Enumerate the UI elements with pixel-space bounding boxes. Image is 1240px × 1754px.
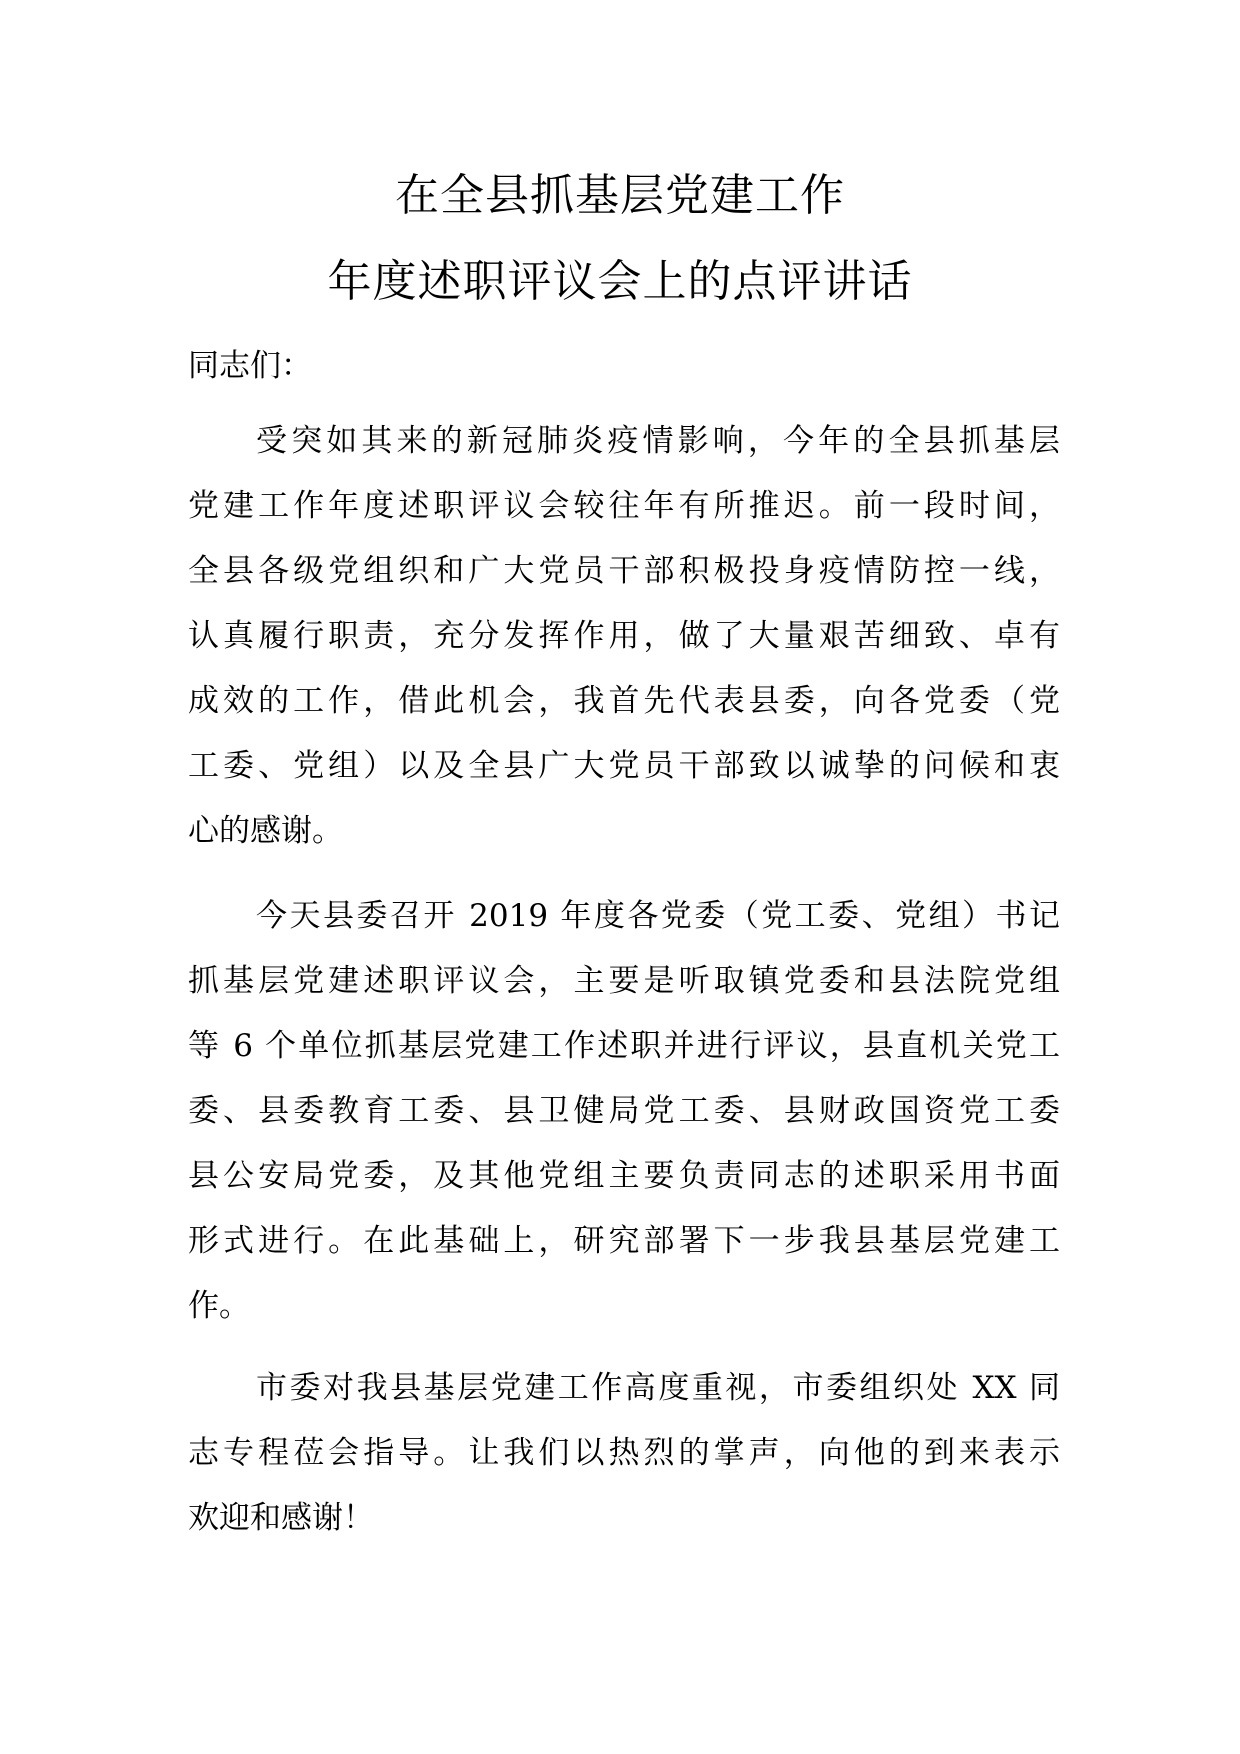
paragraph-line: 县公安局党委，及其他党组主要负责同志的述职采用书面 (188, 1158, 1060, 1194)
document-title-line-1: 在全县抓基层党建工作 (395, 170, 845, 221)
paragraph-line: 市委对我县基层党建工作高度重视，市委组织处 XX 同 (256, 1370, 1060, 1406)
paragraph-2 (188, 884, 1060, 1339)
paragraph-line: 工委、党组）以及全县广大党员干部致以诚挚的问候和衷 (188, 748, 1060, 784)
paragraph-line: 全县各级党组织和广大党员干部积极投身疫情防控一线， (188, 553, 1060, 589)
paragraph-line: 党建工作年度述职评议会较往年有所推迟。前一段时间， (188, 488, 1060, 524)
paragraph-3 (188, 1356, 1060, 1551)
paragraph-line: 受突如其来的新冠肺炎疫情影响，今年的全县抓基层 (256, 423, 1060, 459)
document-title-line-2: 年度述职评议会上的点评讲话 (327, 256, 913, 307)
paragraph-line: 等 6 个单位抓基层党建工作述职并进行评议，县直机关党工 (188, 1028, 1060, 1064)
paragraph-1 (188, 409, 1060, 864)
salutation: 同志们： (188, 348, 312, 384)
paragraph-line: 认真履行职责，充分发挥作用，做了大量艰苦细致、卓有 (188, 618, 1060, 654)
paragraph-line: 欢迎和感谢！ (188, 1500, 374, 1536)
paragraph-line: 形式进行。在此基础上，研究部署下一步我县基层党建工 (188, 1223, 1060, 1259)
paragraph-line: 心的感谢。 (188, 813, 343, 849)
paragraph-line: 今天县委召开 2019 年度各党委（党工委、党组）书记 (256, 898, 1060, 934)
paragraph-line: 抓基层党建述职评议会，主要是听取镇党委和县法院党组 (188, 963, 1060, 999)
paragraph-line: 成效的工作，借此机会，我首先代表县委，向各党委（党 (188, 683, 1060, 719)
paragraph-line: 委、县委教育工委、县卫健局党工委、县财政国资党工委 (188, 1093, 1060, 1129)
paragraph-line: 志专程莅会指导。让我们以热烈的掌声，向他的到来表示 (188, 1435, 1060, 1471)
paragraph-line: 作。 (188, 1288, 250, 1324)
